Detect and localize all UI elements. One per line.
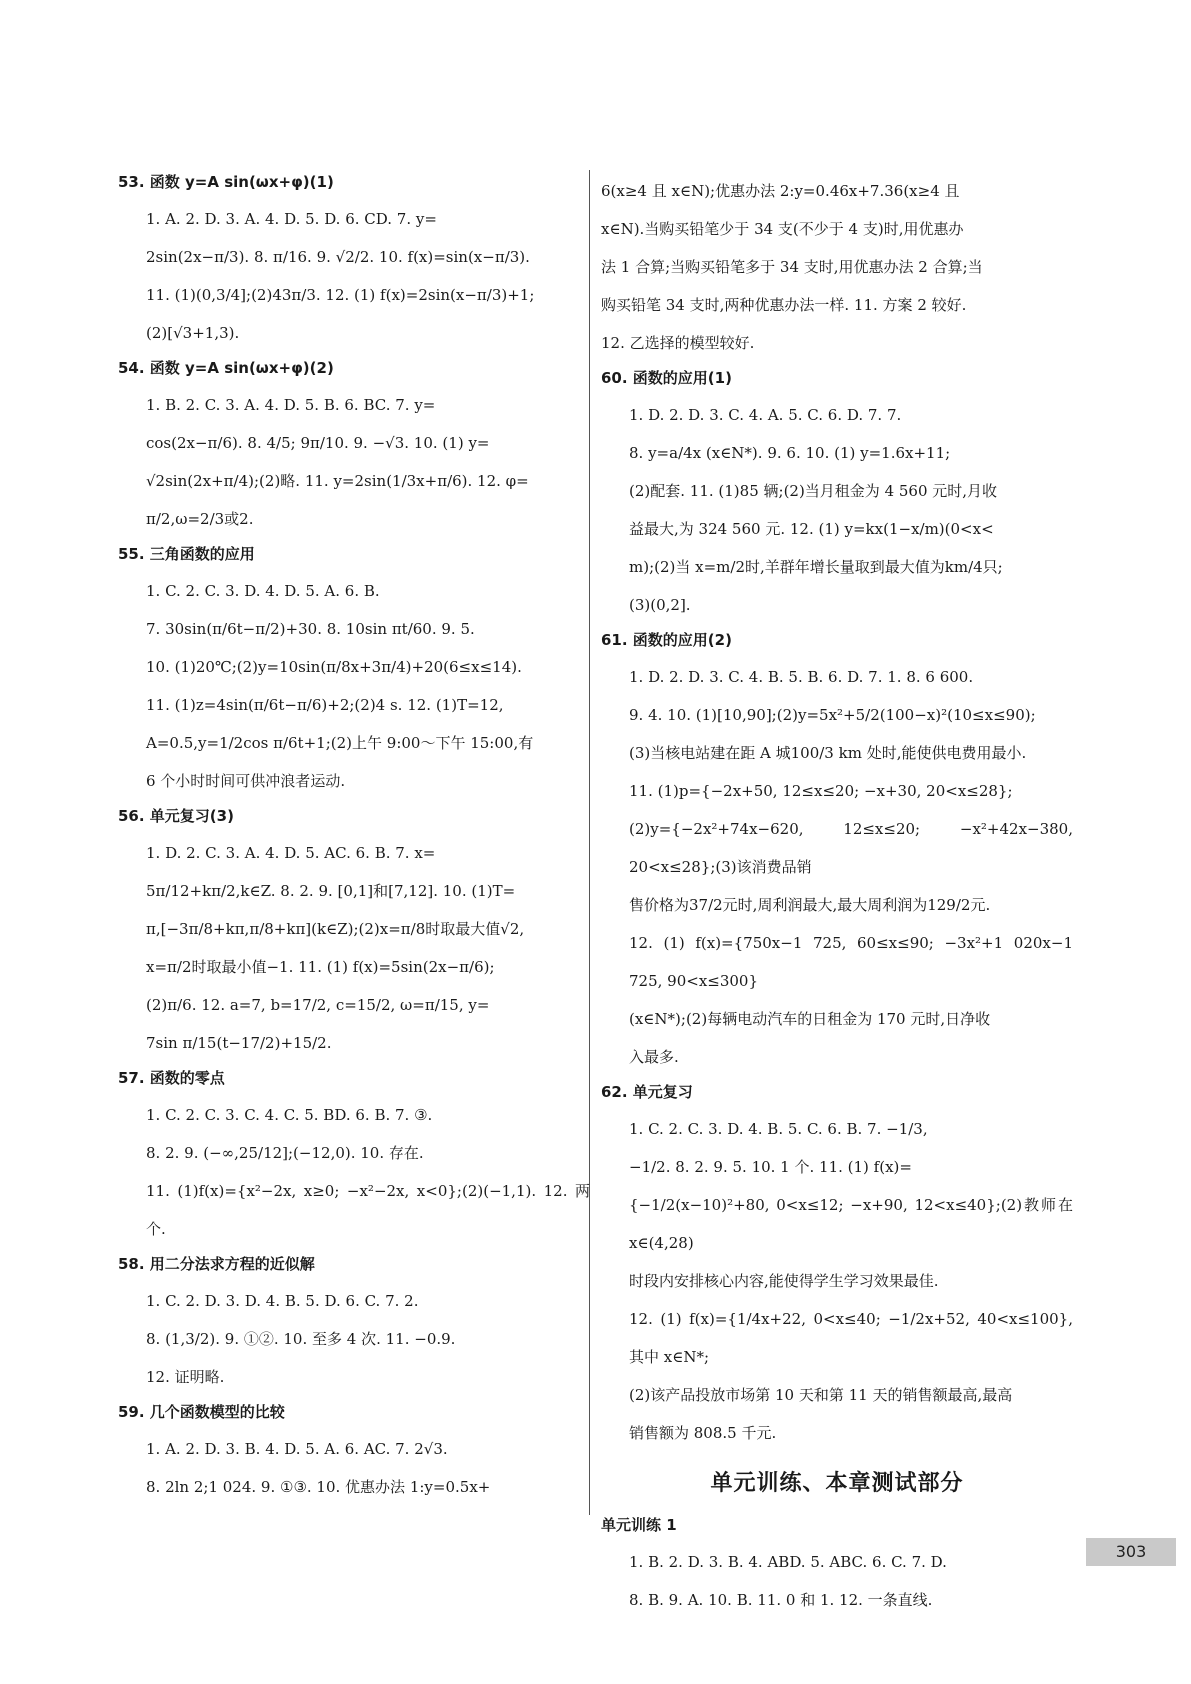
answer-line: 10. (1)20℃;(2)y=10sin(π/8x+3π/4)+20(6≤x≤14).	[146, 658, 522, 676]
section-62	[601, 1082, 1073, 1452]
answer-line: (2)π/6. 12. a=7, b=17/2, c=15/2, ω=π/15, y=	[146, 996, 490, 1014]
answer-line: 1. A. 2. D. 3. B. 4. D. 5. A. 6. AC. 7. 2√3.	[146, 1440, 448, 1458]
answer-line: (x∈N*);(2)每辆电动汽车的日租金为 170 元时,日净收	[629, 1010, 991, 1028]
answer-line: 8. (1,3/2). 9. ①②. 10. 至多 4 次. 11. −0.9.	[146, 1330, 456, 1348]
answer-line: 2sin(2x−π/3). 8. π/16. 9. √2/2. 10. f(x)=sin(x−π/3).	[146, 248, 530, 266]
section-title: 61. 函数的应用(2)	[601, 631, 732, 649]
part-heading: 单元训练、本章测试部分	[710, 1471, 964, 1496]
section-title: 单元训练 1	[601, 1516, 677, 1534]
answer-line: 售价格为37/2元时,周利润最大,最大周利润为129/2元.	[629, 896, 991, 914]
section-53	[118, 172, 590, 352]
answer-line: 销售额为 808.5 千元.	[629, 1424, 777, 1442]
answer-lines	[601, 172, 1073, 362]
answer-lines	[146, 1430, 590, 1506]
answer-line: 入最多.	[629, 1048, 679, 1066]
unit-training-1	[601, 1515, 1073, 1619]
answer-lines	[629, 396, 1073, 624]
answer-line: 8. 2ln 2;1 024. 9. ①③. 10. 优惠办法 1:y=0.5x+	[146, 1478, 491, 1496]
answer-lines	[146, 1096, 590, 1248]
section-58	[118, 1254, 590, 1396]
answer-line: 1. C. 2. C. 3. D. 4. B. 5. C. 6. B. 7. −1/3,	[629, 1120, 928, 1138]
answer-line: 8. y=a/4x (x∈N*). 9. 6. 10. (1) y=1.6x+11;	[629, 444, 951, 462]
section-56	[118, 806, 590, 1062]
answer-line: m);(2)当 x=m/2时,羊群年增长量取到最大值为km/4只;	[629, 558, 1003, 576]
answer-line: (3)当核电站建在距 A 城100/3 km 处时,能使供电费用最小.	[629, 744, 1027, 762]
section-title: 58. 用二分法求方程的近似解	[118, 1255, 315, 1273]
answer-line: 12. (1) f(x)={1/4x+22, 0<x≤40; −1/2x+52, 40<x≤100},其中 x∈N*;	[629, 1310, 1073, 1366]
answer-line: 6 个小时时间可供冲浪者运动.	[146, 772, 346, 790]
section-title: 60. 函数的应用(1)	[601, 369, 732, 387]
section-title: 59. 几个函数模型的比较	[118, 1403, 285, 1421]
answer-line: −1/2. 8. 2. 9. 5. 10. 1 个. 11. (1) f(x)=	[629, 1158, 912, 1176]
answer-line: 1. D. 2. C. 3. A. 4. D. 5. AC. 6. B. 7. x=	[146, 844, 436, 862]
answer-line: (2)该产品投放市场第 10 天和第 11 天的销售额最高,最高	[629, 1386, 1013, 1404]
answer-lines	[629, 658, 1073, 1076]
answer-line: 1. B. 2. D. 3. B. 4. ABD. 5. ABC. 6. C. 7. D.	[629, 1553, 947, 1571]
section-55	[118, 544, 590, 800]
section-title: 55. 三角函数的应用	[118, 545, 255, 563]
answer-line: 6(x≥4 且 x∈N);优惠办法 2:y=0.46x+7.36(x≥4 且	[601, 182, 960, 200]
answer-line: √2sin(2x+π/4);(2)略. 11. y=2sin(1/3x+π/6). 12. φ=	[146, 472, 529, 490]
answer-line: 1. D. 2. D. 3. C. 4. B. 5. B. 6. D. 7. 1. 8. 6 600.	[629, 668, 974, 686]
answer-lines	[146, 834, 590, 1062]
answer-lines	[629, 1543, 1073, 1619]
answer-line: 1. D. 2. D. 3. C. 4. A. 5. C. 6. D. 7. 7.	[629, 406, 902, 424]
answer-line: 购买铅笔 34 支时,两种优惠办法一样. 11. 方案 2 较好.	[601, 296, 967, 314]
answer-line: x=π/2时取最小值−1. 11. (1) f(x)=5sin(2x−π/6);	[146, 958, 495, 976]
answer-line: 12. (1) f(x)={750x−1 725, 60≤x≤90; −3x²+1 020x−1 725, 90<x≤300}	[629, 934, 1073, 990]
answer-line: 法 1 合算;当购买铅笔多于 34 支时,用优惠办法 2 合算;当	[601, 258, 983, 276]
answer-line: 1. A. 2. D. 3. A. 4. D. 5. D. 6. CD. 7. y=	[146, 210, 437, 228]
right-column	[601, 172, 1073, 1625]
section-59	[118, 1402, 590, 1506]
answer-line: 8. 2. 9. (−∞,25/12];(−12,0). 10. 存在.	[146, 1144, 424, 1162]
answer-line: (3)(0,2].	[629, 596, 691, 614]
answer-line: 7. 30sin(π/6t−π/2)+30. 8. 10sin πt/60. 9. 5.	[146, 620, 475, 638]
answer-line: A=0.5,y=1/2cos π/6t+1;(2)上午 9:00～下午 15:00,有	[146, 734, 534, 752]
answer-lines	[146, 200, 590, 352]
section-title: 56. 单元复习(3)	[118, 807, 234, 825]
page-number: 303	[1086, 1538, 1176, 1566]
answer-lines	[146, 1282, 590, 1396]
answer-line: 1. C. 2. C. 3. C. 4. C. 5. BD. 6. B. 7. ③.	[146, 1106, 433, 1124]
section-title: 62. 单元复习	[601, 1083, 693, 1101]
section-54	[118, 358, 590, 538]
answer-line: 益最大,为 324 560 元. 12. (1) y=kx(1−x/m)(0<x<	[629, 520, 994, 538]
answer-line: (2)[√3+1,3).	[146, 324, 240, 342]
section-61	[601, 630, 1073, 1076]
section-59-continuation	[601, 172, 1073, 362]
answer-line: 1. C. 2. C. 3. D. 4. D. 5. A. 6. B.	[146, 582, 380, 600]
section-title: 53. 函数 y=A sin(ωx+φ)(1)	[118, 173, 334, 191]
answer-line: π/2,ω=2/3或2.	[146, 510, 254, 528]
answer-line: 11. (1)p={−2x+50, 12≤x≤20; −x+30, 20<x≤28};	[629, 782, 1013, 800]
answer-line: 12. 乙选择的模型较好.	[601, 334, 755, 352]
section-60	[601, 368, 1073, 624]
answer-line: 1. C. 2. D. 3. D. 4. B. 5. D. 6. C. 7. 2.	[146, 1292, 419, 1310]
left-column	[118, 172, 590, 1512]
answer-line: x∈N).当购买铅笔少于 34 支(不少于 4 支)时,用优惠办	[601, 220, 964, 238]
answer-line: cos(2x−π/6). 8. 4/5; 9π/10. 9. −√3. 10. (1) y=	[146, 434, 490, 452]
answer-line: 11. (1)(0,3/4];(2)43π/3. 12. (1) f(x)=2sin(x−π/3)+1;	[146, 286, 535, 304]
answer-lines	[146, 386, 590, 538]
answer-line: 9. 4. 10. (1)[10,90];(2)y=5x²+5/2(100−x)²(10≤x≤90);	[629, 706, 1036, 724]
section-57	[118, 1068, 590, 1248]
answer-line: 时段内安排核心内容,能使得学生学习效果最佳.	[629, 1272, 939, 1290]
answer-line: 11. (1)z=4sin(π/6t−π/6)+2;(2)4 s. 12. (1)T=12,	[146, 696, 504, 714]
answer-line: 5π/12+kπ/2,k∈Z. 8. 2. 9. [0,1]和[7,12]. 10. (1)T=	[146, 882, 516, 900]
answer-line: {−1/2(x−10)²+80, 0<x≤12; −x+90, 12<x≤40};(2)教师在 x∈(4,28)	[629, 1196, 1073, 1252]
answer-line: (2)y={−2x²+74x−620, 12≤x≤20; −x²+42x−380, 20<x≤28};(3)该消费品销	[629, 820, 1073, 876]
answer-line: 8. B. 9. A. 10. B. 11. 0 和 1. 12. 一条直线.	[629, 1591, 933, 1609]
answer-lines	[629, 1110, 1073, 1452]
answer-line: (2)配套. 11. (1)85 辆;(2)当月租金为 4 560 元时,月收	[629, 482, 998, 500]
answer-line: π,[−3π/8+kπ,π/8+kπ](k∈Z);(2)x=π/8时取最大值√2,	[146, 920, 525, 938]
answer-line: 11. (1)f(x)={x²−2x, x≥0; −x²−2x, x<0};(2)(−1,1). 12. 两个.	[146, 1182, 590, 1238]
answer-lines	[146, 572, 590, 800]
answer-line: 1. B. 2. C. 3. A. 4. D. 5. B. 6. BC. 7. y=	[146, 396, 436, 414]
answer-line: 12. 证明略.	[146, 1368, 225, 1386]
section-title: 54. 函数 y=A sin(ωx+φ)(2)	[118, 359, 334, 377]
section-title: 57. 函数的零点	[118, 1069, 225, 1087]
answer-line: 7sin π/15(t−17/2)+15/2.	[146, 1034, 332, 1052]
